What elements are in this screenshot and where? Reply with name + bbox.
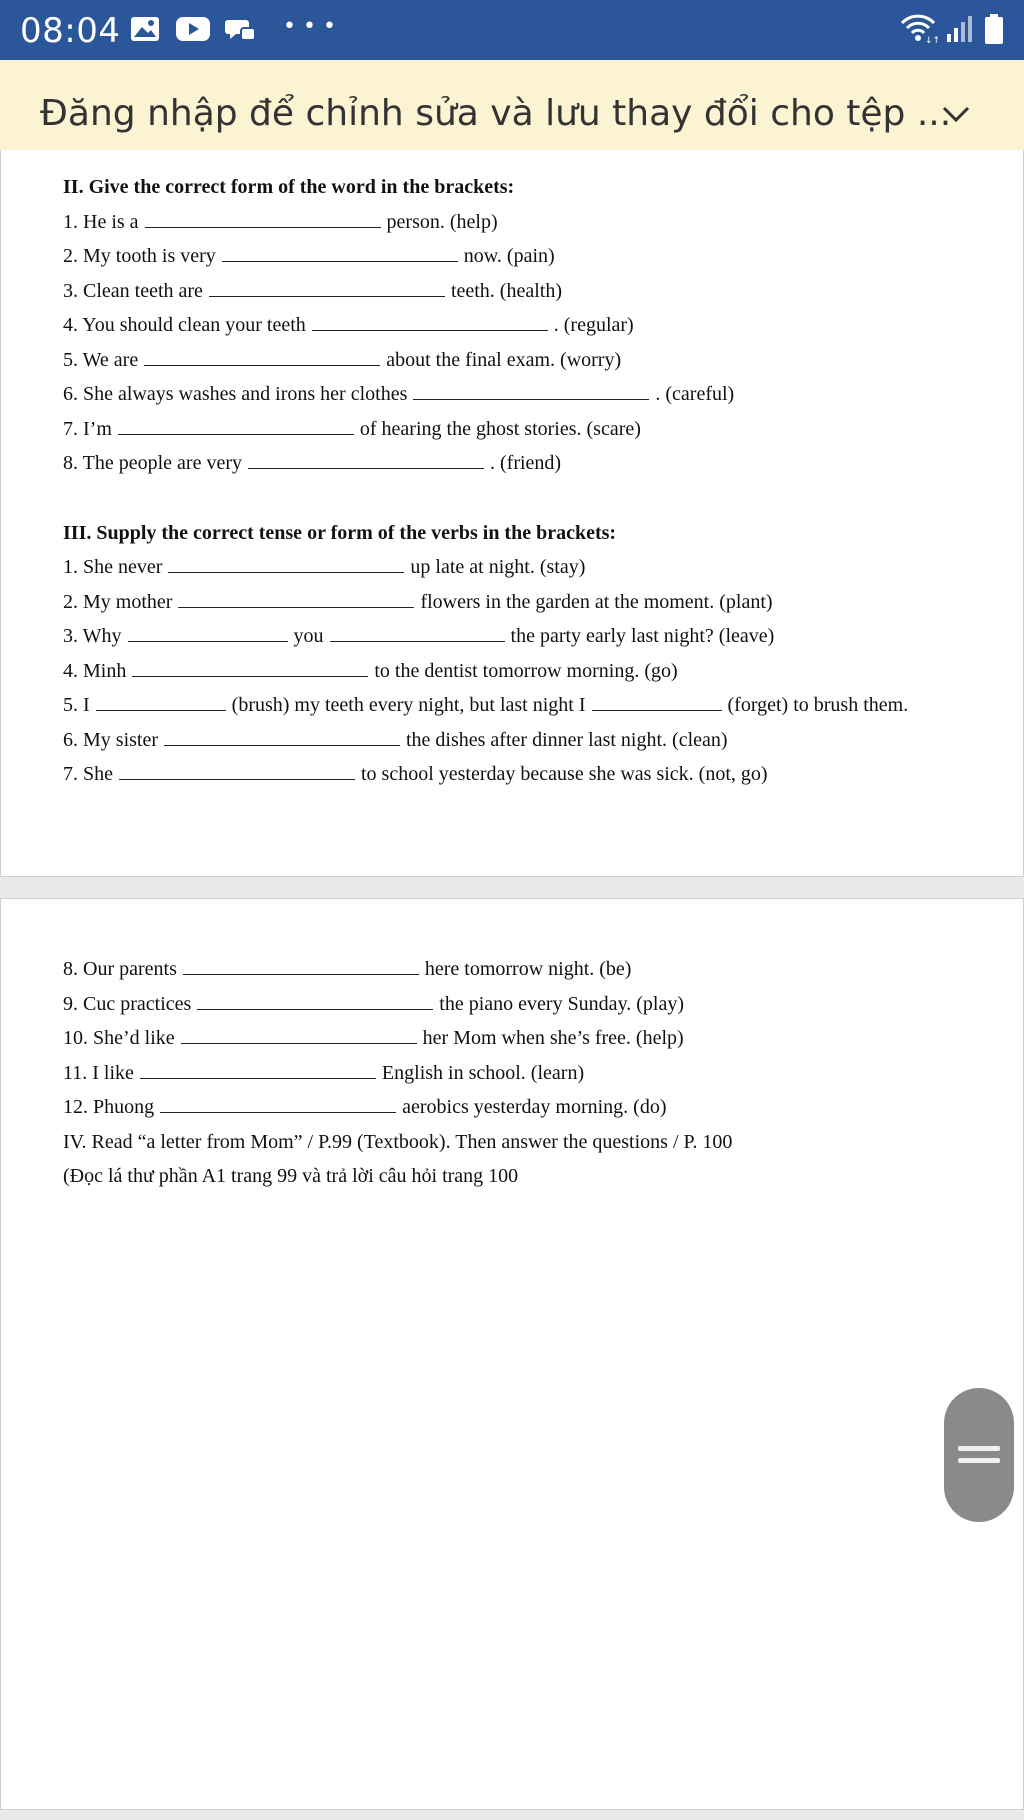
answer-blank[interactable] [592, 688, 722, 711]
exercise-line: 5. We are about the final exam. (worry) [63, 343, 908, 378]
exercise-line: 4. You should clean your teeth . (regular) [63, 308, 908, 343]
grip-line [958, 1446, 1000, 1451]
answer-blank[interactable] [96, 688, 226, 711]
answer-blank[interactable] [413, 377, 649, 400]
banner-message: Đăng nhập để chỉnh sửa và lưu thay đổi cho tệp ... [40, 93, 952, 134]
answer-blank[interactable] [178, 585, 414, 608]
exercise-line: 7. She to school yesterday because she was sick. (not, go) [63, 757, 908, 792]
exercise-line: 2. My mother flowers in the garden at the moment. (plant) [63, 585, 908, 620]
answer-blank[interactable] [144, 343, 380, 366]
exercise-line: 4. Minh to the dentist tomorrow morning. (go) [63, 654, 908, 689]
page-2-content [63, 952, 732, 1194]
page-1-content [63, 170, 908, 792]
section-4-translation: (Đọc lá thư phần A1 trang 99 và trả lời câu hỏi trang 100 [63, 1165, 519, 1187]
section-2-heading: II. Give the correct form of the word in the brackets: [63, 176, 515, 198]
answer-blank[interactable] [119, 757, 355, 780]
chat-icon [225, 16, 257, 48]
exercise-line: 1. He is a person. (help) [63, 205, 908, 240]
answer-blank[interactable] [145, 205, 381, 228]
answer-blank[interactable] [132, 654, 368, 677]
answer-blank[interactable] [168, 550, 404, 573]
battery-icon [983, 13, 1005, 49]
answer-blank[interactable] [312, 308, 548, 331]
exercise-line: 2. My tooth is very now. (pain) [63, 239, 908, 274]
section-4-line: IV. Read “a letter from Mom” / P.99 (Textbook). Then answer the questions / P. 100 [63, 1130, 733, 1153]
exercise-line: 6. She always washes and irons her clothes . (careful) [63, 377, 908, 412]
status-bar [0, 0, 1024, 60]
exercise-line: 5. I (brush) my teeth every night, but last night I (forget) to brush them. [63, 688, 908, 723]
gallery-icon [130, 16, 160, 46]
document-page-2 [0, 898, 1024, 1810]
answer-blank[interactable] [164, 723, 400, 746]
svg-text:↓↑: ↓↑ [925, 36, 941, 46]
exercise-line: 12. Phuong aerobics yesterday morning. (do) [63, 1090, 732, 1125]
exercise-line: 8. The people are very . (friend) [63, 446, 908, 481]
exercise-line: 7. I’m of hearing the ghost stories. (scare) [63, 412, 908, 447]
chevron-down-icon[interactable] [940, 100, 972, 133]
signal-icon [945, 14, 973, 48]
status-time: 08:04 [20, 11, 121, 51]
answer-blank[interactable] [209, 274, 445, 297]
answer-blank[interactable] [140, 1056, 376, 1079]
youtube-icon [175, 16, 211, 46]
exercise-line: 1. She never up late at night. (stay) [63, 550, 908, 585]
answer-blank[interactable] [248, 446, 484, 469]
more-dots-icon: • • • [283, 14, 336, 39]
answer-blank[interactable] [160, 1090, 396, 1113]
section-3-heading: III. Supply the correct tense or form of the verbs in the brackets: [63, 521, 617, 544]
exercise-line: 3. Why you the party early last night? (leave) [63, 619, 908, 654]
grip-line [958, 1458, 1000, 1463]
answer-blank[interactable] [181, 1021, 417, 1044]
answer-blank[interactable] [222, 239, 458, 262]
exercise-line: 3. Clean teeth are teeth. (health) [63, 274, 908, 309]
exercise-line: 8. Our parents here tomorrow night. (be) [63, 952, 732, 987]
exercise-line: 10. She’d like her Mom when she’s free. (help) [63, 1021, 732, 1056]
answer-blank[interactable] [183, 952, 419, 975]
document-page-1 [0, 150, 1024, 877]
exercise-line: 9. Cuc practices the piano every Sunday. (play) [63, 987, 732, 1022]
answer-blank[interactable] [118, 412, 354, 435]
exercise-line: 6. My sister the dishes after dinner last night. (clean) [63, 723, 908, 758]
answer-blank[interactable] [330, 619, 505, 642]
answer-blank[interactable] [197, 987, 433, 1010]
scroll-handle[interactable] [944, 1388, 1014, 1522]
exercise-line: 11. I like English in school. (learn) [63, 1056, 732, 1091]
spacer [63, 481, 908, 516]
wifi-icon [900, 12, 941, 48]
answer-blank[interactable] [128, 619, 288, 642]
